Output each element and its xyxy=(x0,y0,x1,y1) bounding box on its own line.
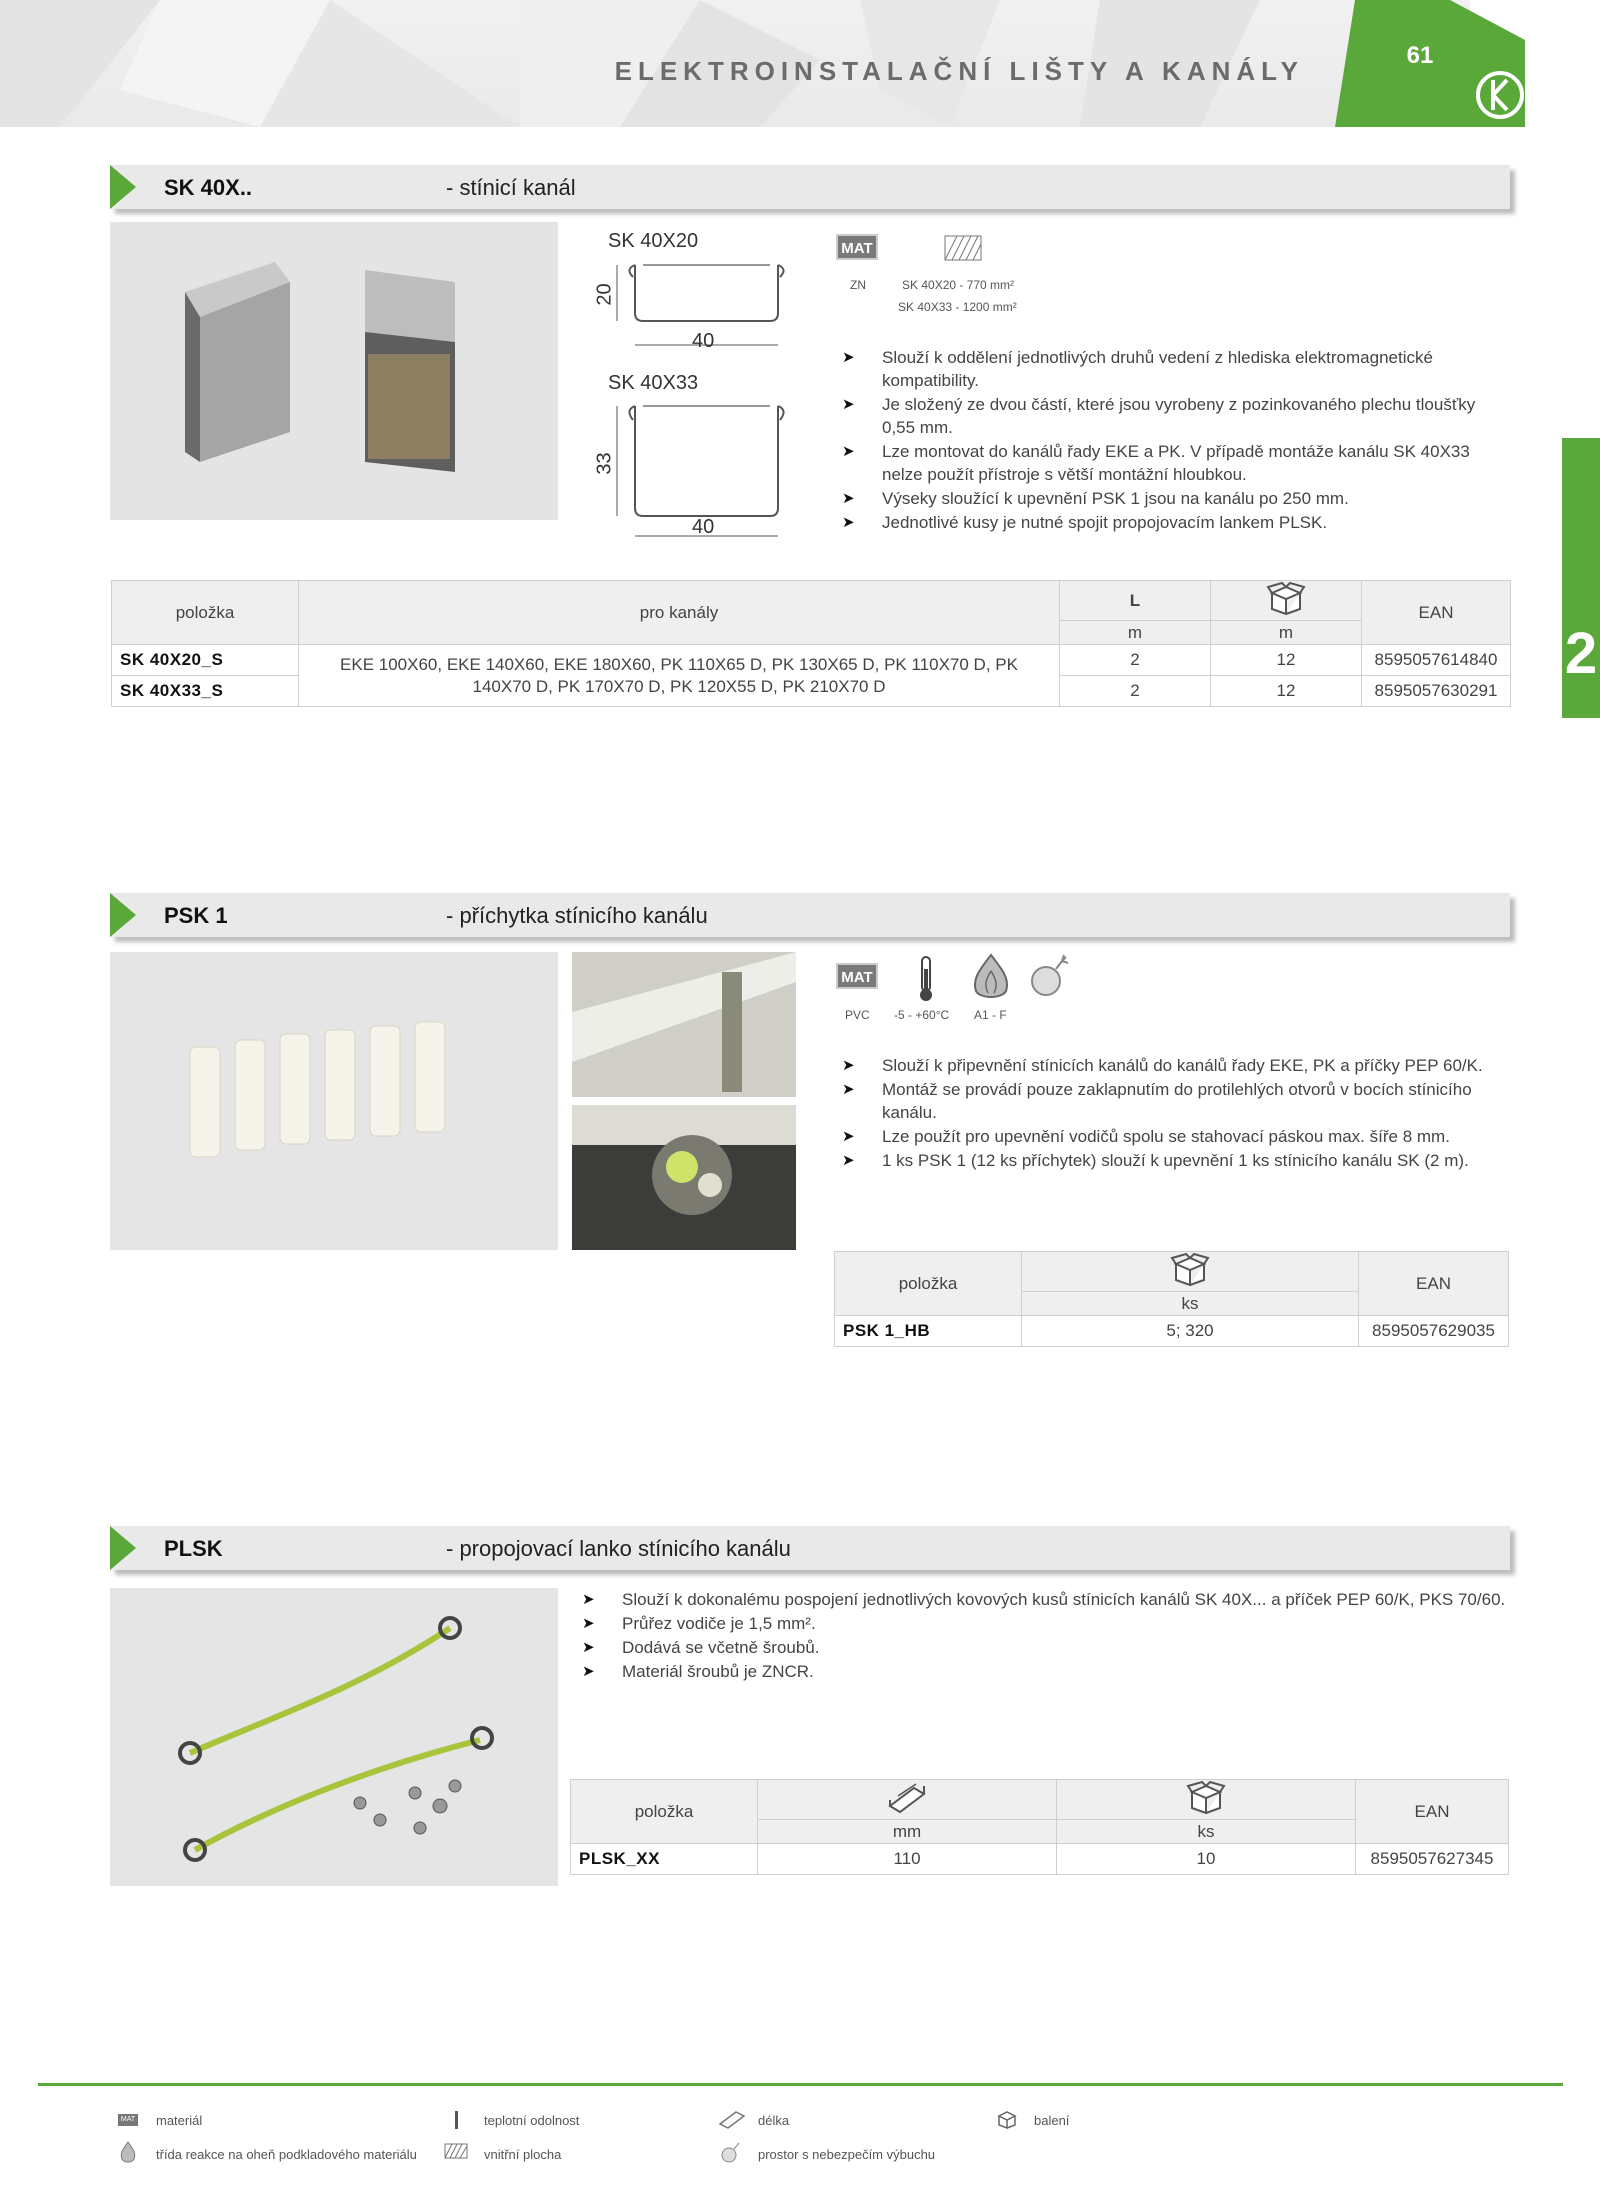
thermometer-icon xyxy=(912,955,940,1003)
section-description: - propojovací lanko stínicího kanálu xyxy=(446,1536,791,1561)
application-photo-1 xyxy=(572,952,796,1097)
drawing-height-b: 33 xyxy=(593,452,616,475)
legend-fire-icon xyxy=(118,2140,138,2164)
legend-package: balení xyxy=(1034,2113,1070,2128)
list-item: ➤ Montáž se provádí pouze zaklapnutím do protilehlých otvorů v bocích stínicího kanálu. xyxy=(842,1078,1512,1124)
bonding-wire-image xyxy=(110,1588,558,1886)
package-icon xyxy=(1170,1252,1210,1286)
product-table-sk40x xyxy=(111,580,1511,707)
legend-temperature: teplotní odolnost xyxy=(484,2113,580,2128)
list-item: ➤ Slouží k oddělení jednotlivých druhů vedení z hlediska elektromagnetické kompatibility. xyxy=(842,346,1502,392)
application-photo-2 xyxy=(572,1105,796,1250)
product-table-psk1 xyxy=(834,1251,1509,1347)
unit-pack: ks xyxy=(1022,1292,1359,1316)
material-value: ZN xyxy=(850,278,866,292)
list-item: ➤ Dodává se včetně šroubů. xyxy=(582,1636,1512,1659)
list-item: ➤ Materiál šroubů je ZNCR. xyxy=(582,1660,1512,1683)
inner-area-spec-1: SK 40X20 - 770 mm² xyxy=(902,278,1015,292)
profile-drawing-a xyxy=(595,255,785,365)
temperature-range: -5 - +60°C xyxy=(894,1008,950,1022)
chapter-number: 2 xyxy=(1564,621,1598,686)
col-header-item: položka xyxy=(112,581,299,645)
list-item: ➤ Slouží k připevnění stínicích kanálů do kanálů řady EKE, PK a příčky PEP 60/K. xyxy=(842,1054,1512,1077)
col-header-ean: EAN xyxy=(1359,1252,1509,1316)
col-header-pack xyxy=(1211,581,1362,621)
inner-area-icon xyxy=(944,235,982,261)
list-item: ➤ Slouží k dokonalému pospojení jednotlivých kovových kusů stínicích kanálů SK 40X... a příček PEP 60/K, PKS 70/60. xyxy=(582,1588,1512,1611)
legend-fire-class: třída reakce na oheň podkladového materiálu xyxy=(156,2147,417,2162)
table-row: SK 40X20_S EKE 100X60, EKE 140X60, EKE 180X60, PK 110X65 D, PK 130X65 D, PK 110X70 D, PK 140X70 D, PK 170X70 D, PK 120X55 D, PK 210X70 D 2 12 8595057614840 xyxy=(112,645,1511,676)
feature-list-sk40x xyxy=(842,346,1502,535)
legend-thermometer-icon xyxy=(455,2111,458,2129)
section-header-plsk xyxy=(110,1526,1510,1576)
fire-class-value: A1 - F xyxy=(974,1008,1007,1022)
list-item: ➤ Je složený ze dvou částí, které jsou vyrobeny z pozinkovaného plechu tloušťky 0,55 mm. xyxy=(842,393,1502,439)
drawing-height-a: 20 xyxy=(593,283,616,306)
shield-channel-image xyxy=(110,222,558,520)
length-icon xyxy=(886,1780,928,1814)
page-number: 61 xyxy=(1406,42,1434,69)
section-header-sk40x xyxy=(110,165,1510,215)
table-row: PSK 1_HB 5; 320 8595057629035 xyxy=(835,1316,1509,1347)
section-description: - příchytka stínicího kanálu xyxy=(446,903,708,928)
legend-package-icon xyxy=(996,2109,1018,2129)
product-table-plsk xyxy=(570,1779,1509,1875)
legend-material: materiál xyxy=(156,2113,203,2128)
section-code: PLSK xyxy=(164,1536,223,1561)
legend-inner-area: vnitřní plocha xyxy=(484,2147,562,2162)
unit-length: m xyxy=(1060,621,1211,645)
inner-area-spec-2: SK 40X33 - 1200 mm² xyxy=(898,300,1017,314)
col-header-ean: EAN xyxy=(1356,1780,1509,1844)
feature-list-psk1 xyxy=(842,1054,1512,1173)
material-icon: MAT xyxy=(836,963,878,989)
footer-divider xyxy=(38,2083,1563,2086)
section-description: - stínicí kanál xyxy=(446,175,576,200)
product-photo-sk40x xyxy=(110,222,558,520)
unit-pack: m xyxy=(1211,621,1362,645)
col-header-for: pro kanály xyxy=(299,581,1060,645)
section-bar xyxy=(110,893,1510,937)
page-header-title: ELEKTROINSTALAČNÍ LIŠTY A KANÁLY xyxy=(614,56,1304,86)
clip-image xyxy=(110,952,558,1250)
package-icon xyxy=(1186,1780,1226,1814)
col-header-ean: EAN xyxy=(1362,581,1511,645)
legend-explosion-icon xyxy=(720,2140,742,2164)
package-icon xyxy=(1266,581,1306,615)
legend-inner-area-icon xyxy=(444,2143,468,2159)
col-header-length xyxy=(758,1780,1057,1820)
col-header-length: L xyxy=(1060,581,1211,621)
explosion-hazard-icon xyxy=(1028,953,1070,999)
list-item: ➤ 1 ks PSK 1 (12 ks příchytek) slouží k upevnění 1 ks stínicího kanálu SK (2 m). xyxy=(842,1149,1512,1172)
section-code: SK 40X.. xyxy=(164,175,253,200)
list-item: ➤ Lze montovat do kanálů řady EKE a PK. V případě montáže kanálu SK 40X33 nelze použít přístroje s větší montážní hloubkou. xyxy=(842,440,1502,486)
section-bar xyxy=(110,1526,1510,1570)
section-header-psk1 xyxy=(110,893,1510,943)
list-item: ➤ Lze použít pro upevnění vodičů spolu se stahovací páskou max. šíře 8 mm. xyxy=(842,1125,1512,1148)
section-arrow-icon xyxy=(110,165,136,209)
feature-list-plsk xyxy=(582,1588,1512,1684)
table-row: SK 40X33_S 2 12 8595057630291 xyxy=(112,676,1511,707)
legend-explosive: prostor s nebezpečím výbuchu xyxy=(758,2147,936,2162)
drawing-label-a: SK 40X20 xyxy=(608,230,699,252)
drawing-width-b: 40 xyxy=(692,516,715,538)
material-icon: MAT xyxy=(836,234,878,260)
material-value: PVC xyxy=(845,1008,870,1022)
section-arrow-icon xyxy=(110,893,136,937)
fire-class-icon xyxy=(968,953,1014,1001)
col-header-item: položka xyxy=(835,1252,1022,1316)
product-photo-psk1 xyxy=(110,952,558,1250)
col-header-pack xyxy=(1057,1780,1356,1820)
list-item: ➤ Průřez vodiče je 1,5 mm². xyxy=(582,1612,1512,1635)
drawing-label-b: SK 40X33 xyxy=(608,372,699,394)
table-row: PLSK_XX 110 10 8595057627345 xyxy=(571,1844,1509,1875)
legend-length-icon xyxy=(718,2106,746,2130)
legend-length: délka xyxy=(758,2113,790,2128)
section-bar xyxy=(110,165,1510,209)
col-header-item: položka xyxy=(571,1780,758,1844)
drawing-width-a: 40 xyxy=(692,330,715,352)
unit-length: mm xyxy=(758,1820,1057,1844)
section-arrow-icon xyxy=(110,1526,136,1570)
product-photo-plsk xyxy=(110,1588,558,1886)
col-header-pack xyxy=(1022,1252,1359,1292)
list-item: ➤ Výseky sloužící k upevnění PSK 1 jsou na kanálu po 250 mm. xyxy=(842,487,1502,510)
section-code: PSK 1 xyxy=(164,903,228,928)
compatible-channels: EKE 100X60, EKE 140X60, EKE 180X60, PK 110X65 D, PK 130X65 D, PK 110X70 D, PK 140X70 D, PK 170X70 D, PK 120X55 D, PK 210X70 D xyxy=(299,645,1060,707)
list-item: ➤ Jednotlivé kusy je nutné spojit propojovacím lankem PLSK. xyxy=(842,511,1502,534)
unit-pack: ks xyxy=(1057,1820,1356,1844)
profile-drawing-b xyxy=(595,398,785,543)
legend-material-icon: MAT xyxy=(118,2114,138,2126)
